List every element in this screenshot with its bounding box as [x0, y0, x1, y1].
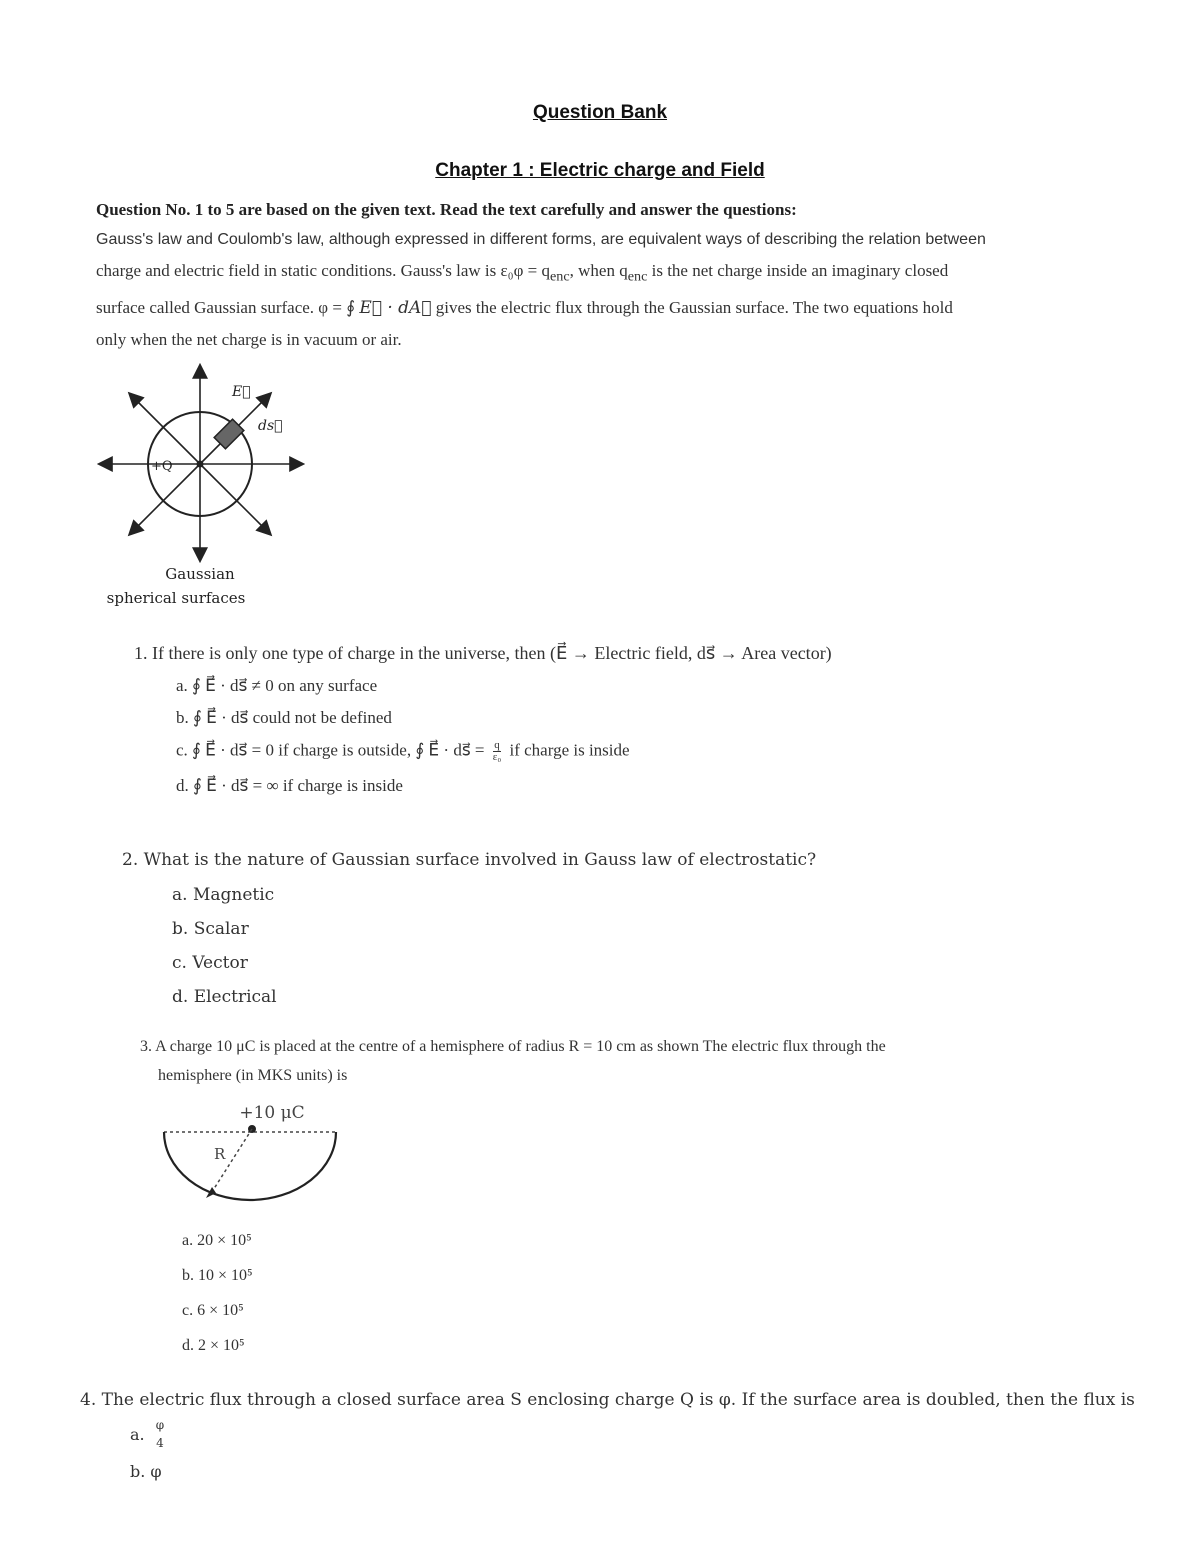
- intro-line-3: surface called Gaussian surface. φ = ∮ E⃗ · dA⃗ gives the electric flux through the Gaussian surface. The two equations hold: [96, 298, 953, 318]
- q3-option-b[interactable]: b. 10 × 10⁵: [182, 1267, 253, 1284]
- caption-line-1: Gaussian: [165, 565, 235, 583]
- q3-stem-line-1: 3. A charge 10 μC is placed at the centre of a hemisphere of radius R = 10 cm as shown The electric flux through the: [140, 1038, 886, 1055]
- q3-option-c[interactable]: c. 6 × 10⁵: [182, 1302, 244, 1319]
- q4-option-a[interactable]: a. φ 4: [130, 1418, 165, 1450]
- q3-stem-line-2: hemisphere (in MKS units) is: [158, 1067, 348, 1084]
- intro-line-2: charge and electric field in static conditions. Gauss's law is $\varepsilon_0\varphi = q_{enc}$, when $q_{enc}$ is the net charge inside an imaginary closed: [96, 261, 949, 285]
- charge-label: +Q: [151, 459, 173, 474]
- q4-option-b[interactable]: b. φ: [130, 1462, 162, 1481]
- q1-option-b[interactable]: b. ∮ E⃗ · ds⃗ could not be defined: [176, 708, 392, 727]
- intro-line-1: Gauss's law and Coulomb's law, although expressed in different forms, are equivalent ways of describing the relation between: [96, 231, 986, 248]
- hemisphere-figure: [158, 1095, 344, 1207]
- charge-label-10uc: +10 μC: [239, 1103, 305, 1123]
- q1-option-c[interactable]: c. ∮ E⃗ · ds⃗ = 0 if charge is outside, ∮ E⃗ · ds⃗ = $\frac{q}{\text{ε₀}}$ if charge is inside: [176, 739, 630, 763]
- area-label: ds⃗: [258, 418, 283, 434]
- q2-option-b[interactable]: b. Scalar: [172, 919, 249, 939]
- q1-option-d[interactable]: d. ∮ E⃗ · ds⃗ = ∞ if charge is inside: [176, 776, 403, 795]
- q3-option-d[interactable]: d. 2 × 10⁵: [182, 1337, 245, 1354]
- q3-option-a[interactable]: a. 20 × 10⁵: [182, 1232, 252, 1249]
- page-title: Question Bank: [532, 102, 668, 123]
- q2-option-c[interactable]: c. Vector: [172, 953, 248, 973]
- q1-stem: 1. If there is only one type of charge in the universe, then (E⃗ → Electric field, ds⃗ → Area vector): [134, 643, 832, 663]
- q2-stem: 2. What is the nature of Gaussian surface involved in Gauss law of electrostatic?: [122, 850, 817, 870]
- radius-label: R: [214, 1145, 226, 1163]
- chapter-title: Chapter 1 : Electric charge and Field: [435, 160, 765, 181]
- q2-option-a[interactable]: a. Magnetic: [172, 885, 275, 905]
- caption-line-2: spherical surfaces: [106, 589, 246, 607]
- instruction-text: Question No. 1 to 5 are based on the given text. Read the text carefully and answer the questions:: [96, 200, 797, 219]
- field-label: E⃗: [232, 384, 251, 400]
- q2-option-d[interactable]: d. Electrical: [172, 987, 277, 1007]
- gaussian-surface-figure: [96, 360, 316, 612]
- q4-stem: 4. The electric flux through a closed surface area S enclosing charge Q is φ. If the surface area is doubled, then the flux is: [80, 1390, 1135, 1410]
- intro-line-4: only when the net charge is in vacuum or air.: [96, 330, 402, 349]
- q1-option-a[interactable]: a. ∮ E⃗ · ds⃗ ≠ 0 on any surface: [176, 676, 378, 695]
